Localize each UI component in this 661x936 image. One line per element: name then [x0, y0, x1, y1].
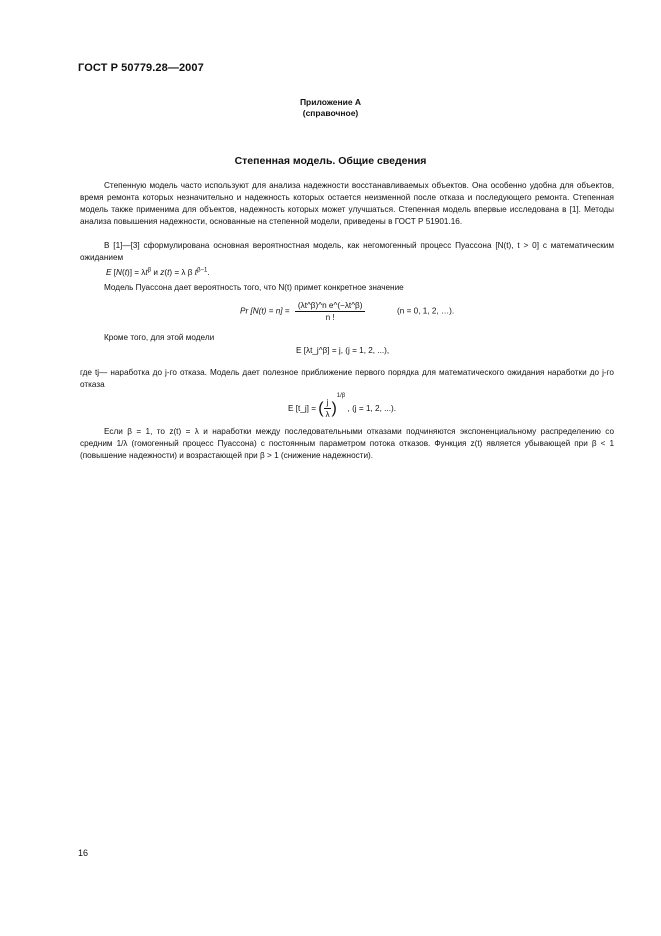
formula3-lhs: E [t_j] =: [288, 404, 316, 413]
standard-code-header: ГОСТ Р 50779.28—2007: [78, 62, 204, 74]
annex-title: Приложение А: [299, 97, 362, 107]
paragraph-also: Кроме того, для этой модели: [104, 333, 215, 342]
expected-time-formula: E [t_j] = ( $\frac{j}{\lambda}$ )$^{1/\beta}$ , (j = 1, 2, ...).: [288, 393, 396, 420]
formula1-numerator: (λt^β)^n e^(−λt^β): [295, 301, 366, 312]
page-number: 16: [78, 848, 89, 858]
formula1-denominator: n !: [325, 313, 335, 322]
section-title: Степенная модель. Общие сведения: [234, 155, 427, 167]
formula1-fraction: [295, 301, 366, 322]
paragraph-approximation: где tj— наработка до j-го отказа. Модель дает полезное приближение первого порядка для математического ожидания наработки до j-го отказа: [80, 368, 614, 389]
formula3-denominator: λ: [325, 410, 330, 420]
poisson-probability-formula: [240, 301, 454, 322]
annex-heading: [0, 97, 661, 119]
paragraph-intro: Степенную модель часто используют для анализа надежности восстанавливаемых объектов. Она особенно удобна для объектов, время ремонта которых незначительно и надежность которых остается неизменной после отказа и последующего ремонта. Степенная модель также применима для объектов, надежность которых может улучшаться. Степенная модель впервые исследована в [1]. Методы анализа повышения надежности, основанные на степенной модели, приведены в ГОСТ Р 51901.16.: [80, 181, 614, 226]
paragraph-conclusion: Если β = 1, то z(t) = λ и наработки между последовательными отказами подчиняются экспоненциальному распределению со средним 1/λ (гомогенный процесс Пуассона) с постоянным параметром потока отказов. Функция z(t) является убывающей при β < 1 (повышение надежности) и возрастающей при β > 1 (снижение надежности).: [80, 427, 614, 460]
formula1-condition: (n = 0, 1, 2, …).: [397, 306, 455, 316]
paragraph-poisson: Модель Пуассона дает вероятность того, что N(t) примет конкретное значение: [104, 283, 404, 292]
formula3-condition: , (j = 1, 2, ...).: [347, 404, 396, 413]
annex-subtitle: (справочное): [302, 108, 359, 118]
formula3-exponent: 1/β: [336, 393, 346, 399]
paragraph-model: В [1]—[3] сформулирована основная вероятностная модель, как негомогенный процесс Пуассона [N(t), t > 0] с математическим ожиданием: [80, 241, 614, 262]
formula3-numerator: j: [324, 398, 332, 409]
formula1-lhs: Pr [N(t) = n] =: [240, 306, 290, 316]
expected-count-formula: E [λt_j^β] = j, (j = 1, 2, ...),: [296, 346, 390, 355]
expectation-formula: E $[N(t)] = \lambda t^\beta$ и z(t) = λ β $t^{\beta-1}$.: [106, 267, 210, 277]
